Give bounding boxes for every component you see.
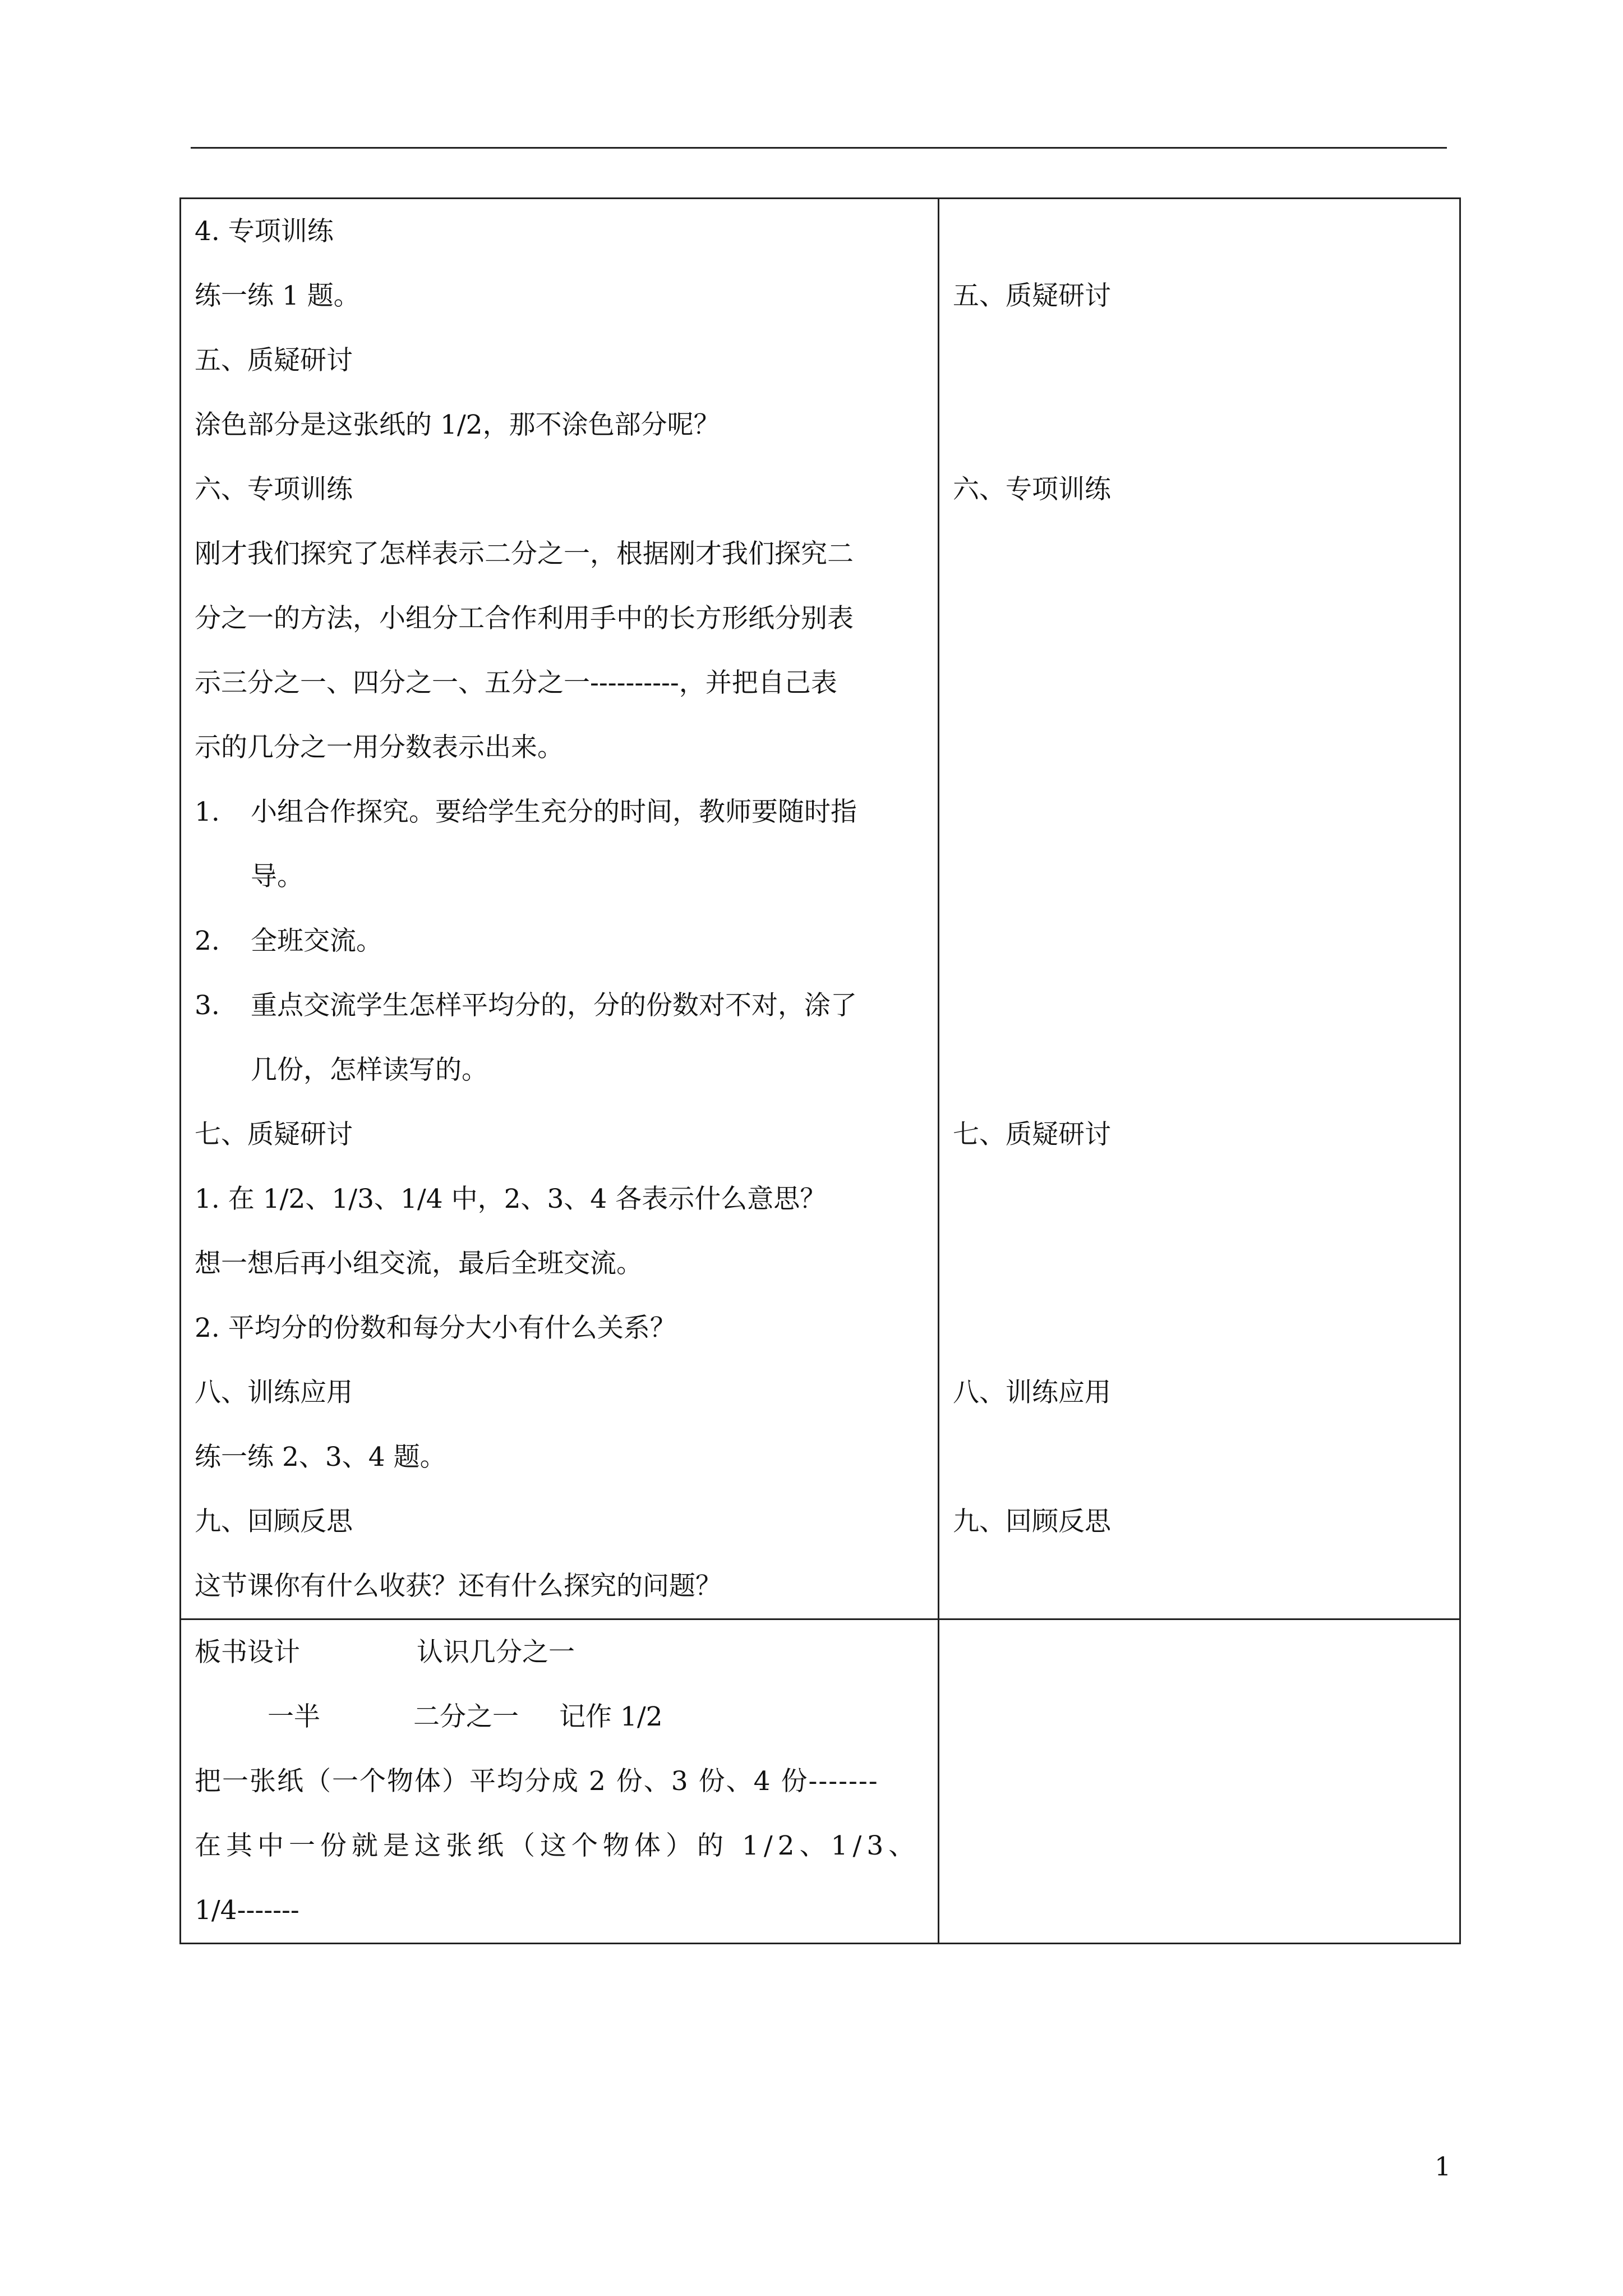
blank-line [953,328,1446,393]
process-row [181,199,1460,1619]
section-heading: 五、质疑研讨 [195,345,353,376]
board-line [195,1685,924,1749]
board-title: 认识几分之一 [417,1637,575,1668]
numbered-item [195,973,924,1038]
text-line: 练一练 1 题。 [195,280,360,311]
blank-line [953,780,1446,844]
lesson-plan-table [179,197,1461,1944]
section-heading: 九、回顾反思 [953,1506,1111,1537]
section-heading: 七、质疑研讨 [953,1119,1111,1150]
text-line: 2. 平均分的份数和每分大小有什么关系？ [195,1313,676,1343]
item-number: 3. [195,990,220,1021]
blank-line [953,1296,1446,1360]
blank-line [953,199,1446,264]
section-heading: 九、回顾反思 [195,1506,353,1537]
section-heading: 五、质疑研讨 [953,280,1111,311]
student-activity-cell [939,199,1460,1619]
section-heading: 六、专项训练 [953,474,1111,505]
board-notes-cell [939,1619,1460,1944]
header-rule [191,147,1447,149]
text-line: 示的几分之一用分数表示出来。 [195,732,564,763]
item-continuation: 几份，怎样读写的。 [251,1055,488,1085]
item-number: 1. [195,797,220,827]
text-line: 涂色部分是这张纸的 1/2，那不涂色部分呢？ [195,409,720,440]
board-design-row [181,1619,1460,1944]
board-term: 二分之一 [413,1701,519,1732]
blank-line [953,844,1446,909]
board-line: 1/4------- [195,1895,299,1926]
text-line: 想一想后再小组交流，最后全班交流。 [195,1248,643,1279]
text-line: 1. 在 1/2、1/3、1/4 中，2、3、4 各表示什么意思？ [195,1184,827,1214]
board-title-line [195,1620,924,1685]
numbered-item [195,909,924,973]
text-line: 分之一的方法，小组分工合作利用手中的长方形纸分别表 [195,603,854,634]
page-number: 1 [1435,2151,1451,2182]
text-line: 这节课你有什么收获？还有什么探究的问题？ [195,1571,722,1602]
blank-line [953,522,1446,586]
section-heading: 八、训练应用 [953,1377,1111,1408]
board-line: 把一张纸（一个物体）平均分成 2 份、3 份、4 份------- [195,1766,879,1797]
text-line: 练一练 2、3、4 题。 [195,1442,446,1473]
blank-line [953,1425,1446,1489]
board-design-cell [181,1619,939,1944]
item-text: 重点交流学生怎样平均分的，分的份数对不对，涂了 [251,990,857,1021]
board-term: 一半 [268,1701,320,1732]
blank-line [953,586,1446,651]
text-line: 示三分之一、四分之一、五分之一----------，并把自己表 [195,668,837,698]
board-label: 板书设计 [195,1637,300,1668]
section-heading: 六、专项训练 [195,474,353,505]
blank-line [953,909,1446,973]
section-heading: 七、质疑研讨 [195,1119,353,1150]
board-term: 记作 1/2 [559,1701,663,1732]
item-text: 全班交流。 [251,926,382,956]
blank-line [953,1231,1446,1296]
blank-line [953,715,1446,780]
text-line: 刚才我们探究了怎样表示二分之一，根据刚才我们探究二 [195,539,854,569]
item-text: 小组合作探究。要给学生充分的时间，教师要随时指 [251,797,857,827]
blank-line [953,393,1446,457]
process-cell [181,199,939,1619]
blank-line [953,1038,1446,1102]
item-continuation: 导。 [251,861,303,892]
text-line: 4. 专项训练 [195,216,334,247]
section-heading: 八、训练应用 [195,1377,353,1408]
item-number: 2. [195,926,220,956]
numbered-item [195,780,924,844]
board-line: 在其中一份就是这张纸（这个物体）的 1/2、1/3、 [195,1830,920,1861]
blank-line [953,1167,1446,1231]
blank-line [953,973,1446,1038]
blank-line [953,651,1446,715]
